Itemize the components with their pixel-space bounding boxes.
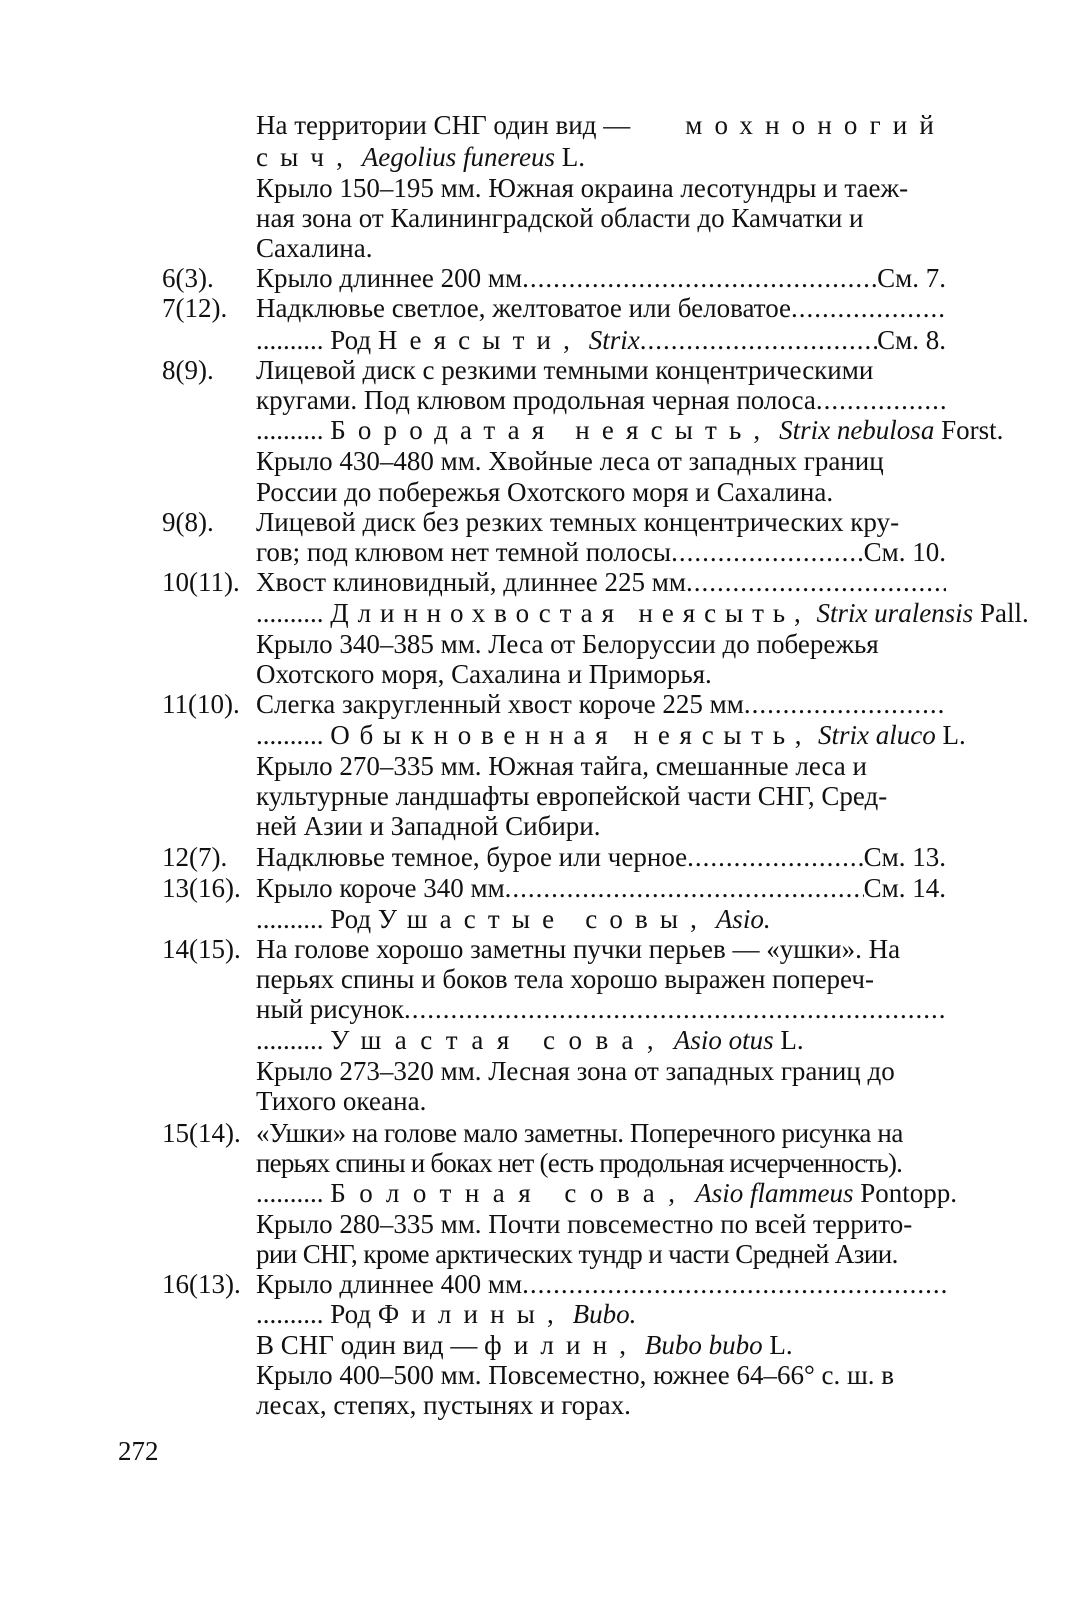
dot-leader: .......... [256,415,324,445]
text-span: Надклювье светлое, желтоватое или беловатое [256,293,792,323]
author-name: Pontopp. [860,1178,958,1208]
latin-name: Bubo bubo [644,1330,763,1360]
dot-leader [744,689,946,719]
text-span: Крыло короче 340 мм [256,873,505,903]
dot-leader [671,537,864,567]
author-name: L. [780,1025,804,1055]
author-name: L. [769,1330,793,1360]
species-name: Ушастая сова, [330,1025,668,1055]
key-line [256,873,946,903]
couplet-number: 16(13). [162,1269,241,1299]
couplet-number: 14(15). [162,934,241,964]
key-line [256,537,946,567]
reference: См. 13. [863,842,946,872]
text-line: На голове хорошо заметны пучки перьев — «ушки». На [256,934,901,964]
author-name: L. [942,720,966,750]
text-line: Крыло 273–320 мм. Лесная зона от западных границ до [256,1056,895,1086]
dot-leader: .......... [256,904,324,934]
text-line: Охотского моря, Сахалина и Приморья. [256,659,712,689]
species-name: мохноногий [685,110,946,140]
text-span: Слегка закругленный хвост короче 225 мм [256,689,744,719]
genus-name: Филины, [377,1299,566,1329]
dot-leader [640,325,877,355]
text-line: Крыло 270–335 мм. Южная тайга, смешанные леса и [256,751,867,781]
species-line [256,598,1029,628]
key-line [256,325,946,355]
dot-leader [505,873,864,903]
text-line: России до побережья Охотского моря и Сахалина. [256,477,834,507]
text-line: ная зона от Калининградской области до Камчатки и [256,203,864,233]
text-span: На территории СНГ один вид — [256,110,631,140]
dot-leader: .......... [256,325,324,355]
latin-name: Aegolius funereus [361,142,556,172]
key-line [256,385,946,415]
species-name: Обыкновенная неясыть, [330,720,812,750]
text-span: ный рисунок [256,994,404,1024]
text-line: «Ушки» на голове мало заметны. Поперечного рисунка на [256,1118,903,1148]
dot-leader: .......... [256,1299,324,1329]
genus-name: Ушастые совы, [377,904,710,934]
text-span: кругами. Под клювом продольная черная полоса [256,385,816,415]
species-line [256,1330,946,1360]
text-line: Крыло 400–500 мм. Повсеместно, южнее 64–66° с. ш. в [256,1360,895,1390]
text-span: Род [330,1299,372,1329]
reference: См. 7. [877,263,946,293]
text-line: культурные ландшафты европейской части СНГ, Сред- [256,781,888,811]
text-span: гов; под клювом нет темной полосы [256,537,672,567]
text-line: Крыло 430–480 мм. Хвойные леса от западных границ [256,446,884,476]
text-span: Крыло длиннее 400 мм [256,1269,523,1299]
latin-name: Asio. [715,904,771,934]
text-line: Лицевой диск без резких темных концентрических кру- [256,507,900,537]
text-line [256,110,946,140]
text-span: Надклювье темное, бурое или черное [256,842,688,872]
text-span: Род [330,325,372,355]
key-line [256,263,946,293]
text-span: В СНГ один вид — [256,1330,478,1360]
dot-leader [686,567,946,597]
author-name: Pall. [979,598,1029,628]
key-line [256,994,946,1024]
dot-leader: .......... [256,598,324,628]
species-name: сыч, [256,142,356,172]
species-name: Длиннохвостая неясыть, [330,598,810,628]
species-name: Бородатая неясыть, [330,415,773,445]
key-line [256,293,946,323]
text-line: перьях спины и боках нет (есть продольная исчерченность). [256,1148,903,1178]
author-name: Forst. [941,415,1004,445]
species-line [256,720,966,750]
couplet-number: 7(12). [162,293,228,323]
text-line: лесах, степях, пустынях и горах. [256,1390,631,1420]
couplet-number: 9(8). [162,507,214,537]
text-line: Сахалина. [256,233,373,263]
dot-leader [791,293,946,323]
key-line [256,567,946,597]
species-line [256,1178,958,1208]
reference: См. 14. [863,873,946,903]
latin-name: Strix nebulosa [779,415,935,445]
text-line: рии СНГ, кроме арктических тундр и части Средней Азии. [256,1239,898,1269]
key-line [256,689,946,719]
dot-leader [816,385,946,415]
genus-line [256,904,946,934]
text-line: ней Азии и Западной Сибири. [256,811,601,841]
latin-name: Asio flammeus [695,1178,854,1208]
couplet-number: 8(9). [162,355,214,385]
latin-name: Asio otus [673,1025,774,1055]
dot-leader: .......... [256,1178,324,1208]
couplet-number: 11(10). [162,689,240,719]
genus-line [256,1299,946,1329]
couplet-number: 15(14). [162,1118,241,1148]
text-line: Лицевой диск с резкими темными концентрическими [256,355,874,385]
text-line: Крыло 280–335 мм. Почти повсеместно по всей террито- [256,1209,913,1239]
page-number: 272 [118,1436,159,1466]
latin-name: Strix uralensis [816,598,974,628]
text-span: Хвост клиновидный, длиннее 225 мм [256,567,686,597]
key-line [256,1269,946,1299]
species-line [256,415,1004,445]
text-line: Крыло 340–385 мм. Леса от Белоруссии до побережья [256,629,879,659]
text-span: Крыло длиннее 200 мм [256,263,523,293]
dot-leader: .......... [256,720,324,750]
text-span: Род [330,904,372,934]
latin-name: Strix aluco [818,720,936,750]
dot-leader [404,994,946,1024]
dot-leader [522,263,877,293]
couplet-number: 12(7). [162,842,228,872]
dot-leader: .......... [256,1025,324,1055]
species-name: Болотная сова, [330,1178,689,1208]
author-name: L. [561,142,586,172]
text-line: Тихого океана. [256,1086,427,1116]
genus-name: Неясыти, [377,325,583,355]
couplet-number: 10(11). [162,567,240,597]
dot-leader [687,842,864,872]
couplet-number: 6(3). [162,263,214,293]
latin-name: Strix [588,325,640,355]
dot-leader [522,1269,946,1299]
text-line [256,142,946,172]
text-line: перьях спины и боков тела хорошо выражен попереч- [256,964,874,994]
reference: См. 10. [863,537,946,567]
reference: См. 8. [877,325,946,355]
species-name: филин, [484,1330,639,1360]
text-line: Крыло 150–195 мм. Южная окраина лесотундры и таеж- [256,173,909,203]
couplet-number: 13(16). [162,873,241,903]
species-line [256,1025,946,1055]
key-line [256,842,946,872]
latin-name: Bubo. [572,1299,637,1329]
